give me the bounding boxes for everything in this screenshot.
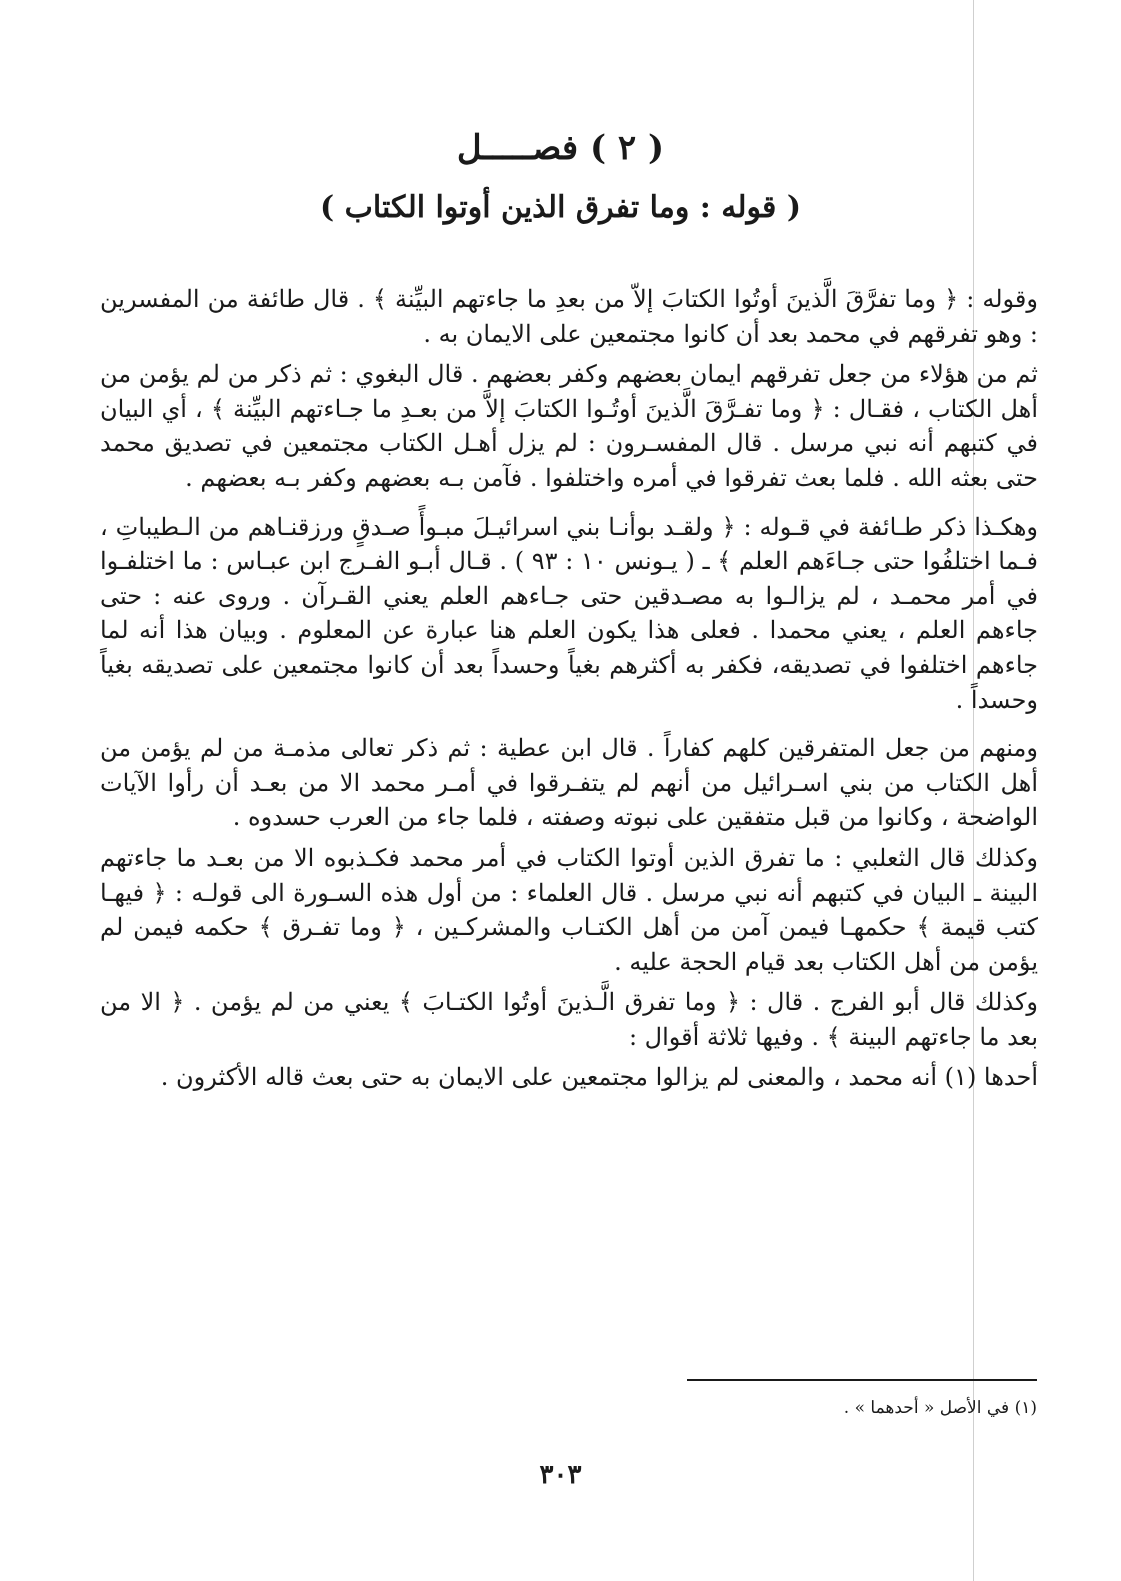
body-text [100, 282, 1038, 1109]
chapter-title: ( ٢ ) فصـــــل [456, 128, 665, 168]
paragraph: ومنهم من جعل المتفرقين كلهم كفاراً . قال ابن عطية : ثم ذكر تعالى مذمـة من لم يؤمن من أهل الكتاب من بني اسـرائيل من أنهم لم يتفـرقوا في أمـر محمد الا من بعـد أن رأوا الآيات الواضحة ، وكانوا من قبل متفقين على نبوته وصفته ، فلما جاء من العرب حسدوه . [100, 734, 1038, 832]
paragraph: وقوله : ﴿ وما تفرَّقَ الَّذينَ أوتُوا الكتابَ إلاّ من بعدِ ما جاءتهم البيِّنة ﴾ . قال طائفة من المفسرين : وهو تفرقهم في محمد بعد أن كانوا مجتمعين على الايمان به . [100, 285, 1038, 348]
footnote: (١) في الأصل « أحدهما » . [843, 1398, 1037, 1418]
footnote-divider [687, 1379, 1037, 1381]
paragraph: وكذلك قال أبو الفرج . قال : ﴿ وما تفرق الَّـذينَ أوتُوا الكتـابَ ﴾ يعني من لم يؤمن . ﴿ الا من بعد ما جاءتهم البينة ﴾ . وفيها ثلاثة أقوال : [100, 988, 1039, 1051]
paragraph: ثم من هؤلاء من جعل تفرقهم ايمان بعضهم وكفر بعضهم . قال البغوي : ثم ذكر من لم يؤمن من أهل الكتاب ، فقـال : ﴿ وما تفـرَّقَ الَّذينَ أوتُـوا الكتابَ إلاَّ من بعـدِ ما جـاءتهم البيِّنة ﴾ ، أي البيان في كتبهم أنه نبي مرسل . قال المفسـرون : لم يزل أهـل الكتاب مجتمعين في تصديق محمد حتى بعثه الله . فلما بعث تفرقوا في أمره واختلفوا . فآمن بـه بعضهم وكفر بـه بعضهم . [100, 360, 1038, 492]
paragraph: وهكـذا ذكر طـائفة في قـوله : ﴿ ولقـد بوأنـا بني اسرائيـلَ مبـوأً صـدقٍ ورزقنـاهم من الـطيباتِ ، فـما اختلفُوا حتى جـاءَهم العلم ﴾ ـ ( يـونس ١٠ : ٩٣ ) . قـال أبـو الفـرج ابن عبـاس : ما اختلفـوا في أمر محمـد ، لم يزالـوا به مصـدقين حتى جـاءهم العلم يعني القـرآن . وروى عنه : حتى جاءهم العلم ، يعني محمدا . فعلى هذا يكون العلم هنا عبارة عن المعلوم . وبيان هذا أنه لما جاءهم اختلفوا في تصديقه، فكفر به أكثرهم بغياً وحسداً بعد أن كانوا مجتمعين على تصديقه بغياً وحسداً . [100, 512, 1039, 714]
paragraph: أحدها (١) أنه محمد ، والمعنى لم يزالوا مجتمعين على الايمان به حتى بعث قاله الأكثرون . [160, 1063, 1038, 1092]
chapter-subtitle: ( قوله : وما تفرق الذين أوتوا الكتاب ) [319, 190, 802, 225]
page-number: ٣٠٣ [539, 1460, 582, 1490]
paragraph: وكذلك قال الثعلبي : ما تفرق الذين أوتوا الكتاب في أمر محمد فكـذبوه الا من بعـد ما جاءتهم البينة ـ البيان في كتبهم أنه نبي مرسل . قال العلماء : من أول هذه السـورة الى قولـه : ﴿ فيهـا كتب قيمة ﴾ حكمهـا فيمن آمن من أهل الكتـاب والمشركـين ، ﴿ وما تفـرق ﴾ حكمه فيمن لم يؤمن من أهل الكتاب بعد قيام الحجة عليه . [100, 843, 1038, 976]
